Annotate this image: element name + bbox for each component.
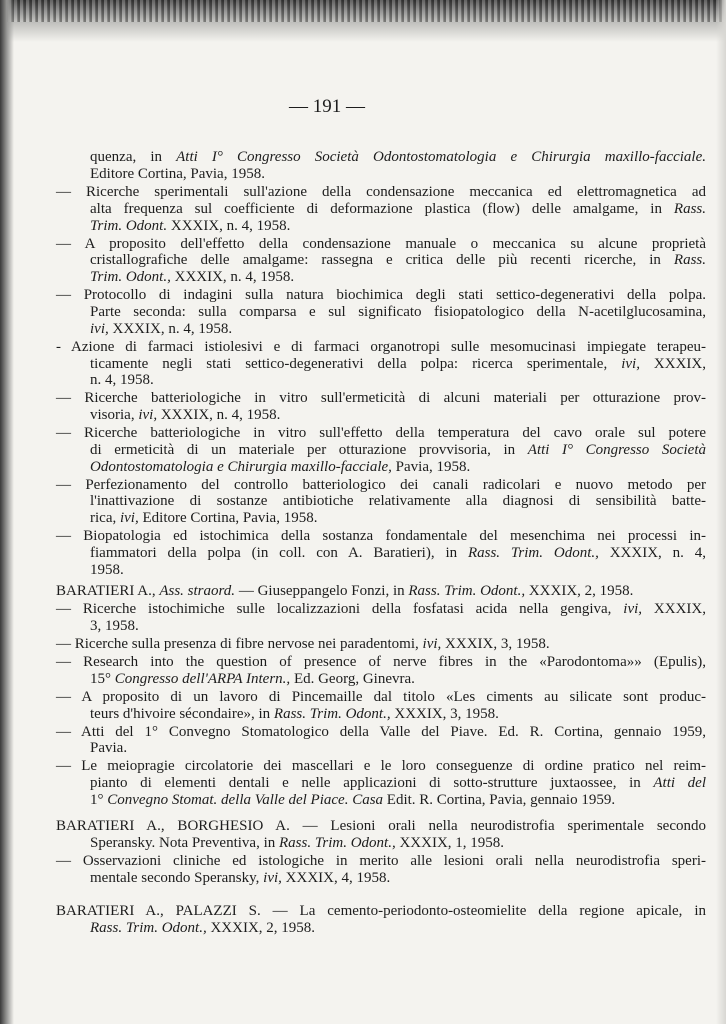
text-line xyxy=(56,493,706,510)
bibliography-entry xyxy=(56,654,706,688)
bibliography-entry xyxy=(56,724,706,758)
italic-text: Odontostomatologia e Chirurgia maxillo-facciale, xyxy=(90,458,392,475)
text: — Biopatologia ed istochimica della sostanza fondamentale del mesenchima nei processi in- xyxy=(56,528,706,545)
text-line xyxy=(56,166,706,183)
text: pianto di elementi dentali e nelle applicazioni di sotto-strutture juxtaossee, in xyxy=(90,775,654,792)
bibliography-entry xyxy=(56,636,706,653)
text-line xyxy=(56,339,706,356)
text-line xyxy=(56,252,706,269)
text-line xyxy=(56,562,706,579)
text: alta frequenza sul coefficiente di deformazione plastica (flow) delle amalgame, in xyxy=(90,200,674,217)
bibliography-section-baratieri xyxy=(56,582,706,809)
text: 15° xyxy=(90,670,115,687)
text-line xyxy=(56,149,706,166)
bibliography-entry xyxy=(56,758,706,808)
italic-text: Rass. Trim. Odont., xyxy=(273,705,391,722)
bibliography-entry xyxy=(56,689,706,723)
text-line xyxy=(56,321,706,338)
text: XXXIX, 1, 1958. xyxy=(395,834,505,851)
text: XXXIX, 2, 1958. xyxy=(525,583,634,600)
bibliography-entry xyxy=(56,903,706,937)
text: — Ricerche sulla presenza di fibre nervose nei paradentomi, xyxy=(56,635,423,652)
bibliography-entry xyxy=(56,818,706,852)
text-line xyxy=(56,601,706,618)
text-line xyxy=(56,903,706,920)
text-line xyxy=(56,184,706,201)
text: — Giuseppangelo Fonzi, in xyxy=(235,583,409,600)
text: — Osservazioni cliniche ed istologiche in merito alle lesioni orali nella neurodistrofia speri- xyxy=(56,852,706,869)
text-line xyxy=(56,304,706,321)
text-line xyxy=(56,287,706,304)
bibliography-entry xyxy=(56,477,706,527)
text-line xyxy=(56,706,706,723)
bibliography-entry xyxy=(56,339,706,389)
text-line xyxy=(56,775,706,792)
text: — Le meiopragie circolatorie dei mascellari e le loro conseguenze di ordine pratico nel reim- xyxy=(56,758,706,775)
text-line xyxy=(56,636,706,653)
text-line xyxy=(56,920,706,937)
italic-text: Convegno Stomat. della Valle del Piace. Casa xyxy=(107,791,384,808)
italic-text: Rass. Trim. Odont., xyxy=(467,545,599,562)
text: XXXIX, 3, 1958. xyxy=(390,705,499,722)
text: — Ricerche batteriologiche in vitro sull'effetto della temperatura del cavo orale sul potere xyxy=(56,425,706,442)
text-line xyxy=(56,740,706,757)
text: - Azione di farmaci istiolesivi e di farmaci organotropi sulle mesomucinasi impiegate terapeu- xyxy=(56,338,706,355)
text-line xyxy=(56,818,706,835)
text: — Perfezionamento del controllo batteriologico dei canali radicolari e nuovo metodo per xyxy=(56,476,706,493)
text: Ed. Georg, Ginevra. xyxy=(290,670,415,687)
text: XXXIX, 2, 1958. xyxy=(206,919,316,936)
text: XXXIX, n. 4, 1958. xyxy=(170,269,295,286)
text-line xyxy=(56,218,706,235)
bibliography-entry xyxy=(56,236,706,286)
text: Speransky. Nota Preventiva, in xyxy=(90,834,279,851)
text-line xyxy=(56,853,706,870)
text-line xyxy=(56,528,706,545)
text: — Protocollo di indagini sulla natura biochimica degli stati settico-degenerativi della polpa. xyxy=(56,287,706,304)
text: Edit. R. Cortina, Pavia, gennaio 1959. xyxy=(383,791,616,808)
text: visoria, xyxy=(90,407,139,424)
text: teurs d'hivoire sécondaire», in xyxy=(90,705,274,722)
text: — Ricerche sperimentali sull'azione della condensazione meccanica ed elettromagnetica ad xyxy=(56,183,706,200)
text: 3, 1958. xyxy=(90,617,139,634)
text-line xyxy=(56,583,706,600)
italic-text: Ass. straord. xyxy=(159,583,236,600)
text-line xyxy=(56,425,706,442)
text: — Ricerche batteriologiche in vitro sull'ermeticità di alcuni materiali per otturazione prov- xyxy=(56,390,706,407)
text: XXXIX, 4, 1958. xyxy=(281,869,391,886)
bibliography-entry xyxy=(56,390,706,424)
italic-text: ivi, xyxy=(90,320,109,337)
text: rica, xyxy=(90,510,120,527)
text: BARATIERI A., PALAZZI S. — La cemento-periodonto-osteomielite della regione apicale, in xyxy=(56,903,706,920)
text-line xyxy=(56,442,706,459)
text: 1° xyxy=(90,791,108,808)
text: XXXIX, n. 4, xyxy=(598,545,706,562)
text: BARATIERI A., xyxy=(56,583,160,600)
italic-text: Rass. Trim. Odont., xyxy=(279,834,396,851)
italic-text: ivi, xyxy=(138,407,158,424)
text: n. 4, 1958. xyxy=(90,372,154,389)
text: XXXIX, xyxy=(639,355,707,372)
text: Pavia, 1958. xyxy=(391,458,471,475)
text-line xyxy=(56,654,706,671)
text-line xyxy=(56,372,706,389)
italic-text: ivi, xyxy=(263,869,282,886)
text: Editore Cortina, Pavia, 1958. xyxy=(90,165,265,182)
text: cristallografiche delle amalgame: rassegna e critica delle più recenti ricerche, in xyxy=(90,252,674,269)
italic-text: Rass. Trim. Odont., xyxy=(408,583,526,600)
text-line xyxy=(56,758,706,775)
text: Parte seconda: sulla comparsa e sul significato fisiopatologico della N-acetilglucosamina, xyxy=(90,303,706,320)
italic-text: Rass. Trim. Odont., xyxy=(90,919,207,936)
text-line xyxy=(56,390,706,407)
text-line xyxy=(56,236,706,253)
bibliography-entry xyxy=(56,601,706,635)
text-line xyxy=(56,407,706,424)
text: XXXIX, n. 4, 1958. xyxy=(108,320,233,337)
text-line xyxy=(56,510,706,527)
bibliography-entry xyxy=(56,149,706,183)
italic-text: Trim. Odont., xyxy=(90,269,171,286)
italic-text: ivi, xyxy=(422,635,442,652)
bibliography-entry xyxy=(56,853,706,887)
text-line xyxy=(56,201,706,218)
bibliography-entry xyxy=(56,287,706,337)
text: XXXIX, 3, 1958. xyxy=(441,635,550,652)
text-line xyxy=(56,618,706,635)
text: BARATIERI A., BORGHESIO A. — Lesioni orali nella neurodistrofia sperimentale secondo xyxy=(56,818,706,835)
text: — Atti del 1° Convegno Stomatologico della Valle del Piave. Ed. R. Cortina, gennaio 1959, xyxy=(56,723,706,740)
bibliography-entry xyxy=(56,184,706,234)
text-line xyxy=(56,835,706,852)
scan-edge-left xyxy=(0,0,14,1024)
text: ticamente negli stati settico-degenerativi della polpa: ricerca sperimentale, xyxy=(90,355,622,372)
italic-text: Rass. xyxy=(673,200,706,217)
text: fiammatori della polpa (in coll. con A. Baratieri), in xyxy=(90,545,468,562)
bibliography-entry xyxy=(56,528,706,578)
text: quenza, in xyxy=(90,149,177,166)
italic-text: ivi, xyxy=(119,510,139,527)
italic-text: Trim. Odont. xyxy=(90,217,168,234)
text: — Research into the question of presence of nerve fibres in the «Parodontoma»» (Epulis), xyxy=(56,653,706,670)
text: — A proposito dell'effetto della condensazione manuale o meccanica su alcune proprietà xyxy=(56,235,706,252)
text: — A proposito di un lavoro di Pincemaille dal titolo «Les ciments au silicate sont produc- xyxy=(56,688,706,705)
text: Editore Cortina, Pavia, 1958. xyxy=(138,510,318,527)
text-line xyxy=(56,870,706,887)
text-line xyxy=(56,689,706,706)
italic-text: Atti del xyxy=(653,775,706,792)
text-line xyxy=(56,269,706,286)
scan-noise-top xyxy=(0,0,726,22)
bibliography-section-baratieri-borghesio xyxy=(56,817,706,887)
bibliography-entry xyxy=(56,583,706,600)
italic-text: Atti I° Congresso Società xyxy=(527,441,706,458)
text-line xyxy=(56,671,706,688)
italic-text: ivi, xyxy=(623,601,643,618)
text: 1958. xyxy=(90,561,124,578)
page-number: — 191 — xyxy=(289,96,365,117)
bibliography-entry xyxy=(56,425,706,475)
text-line xyxy=(56,477,706,494)
text: — Ricerche istochimiche sulle localizzazioni della fosfatasi acida nella gengiva, xyxy=(56,601,624,618)
scan-edge-right xyxy=(716,0,726,1024)
italic-text: Congresso dell'ARPA Intern., xyxy=(114,670,291,687)
italic-text: Rass. xyxy=(673,252,706,269)
text: XXXIX, n. 4, 1958. xyxy=(157,407,281,424)
text-line xyxy=(56,792,706,809)
italic-text: Atti I° Congresso Società Odontostomatologia e Chirurgia maxillo-facciale. xyxy=(176,149,706,166)
text: mentale secondo Speransky, xyxy=(90,869,264,886)
text: Pavia. xyxy=(90,740,128,757)
text: XXXIX, n. 4, 1958. xyxy=(167,217,291,234)
text: l'inattivazione di sostanze antibiotiche relativamente alla diagnosi di sensibilità batte- xyxy=(90,493,706,510)
text-line xyxy=(56,545,706,562)
bibliography-section-baratieri-palazzi xyxy=(56,902,706,937)
bibliography-section xyxy=(56,148,706,579)
italic-text: ivi, xyxy=(621,355,640,372)
text: XXXIX, xyxy=(642,601,706,618)
text-line xyxy=(56,356,706,373)
text: di ermeticità di un materiale per otturazione provvisoria, in xyxy=(90,441,528,458)
text-line xyxy=(56,724,706,741)
text-line xyxy=(56,459,706,476)
